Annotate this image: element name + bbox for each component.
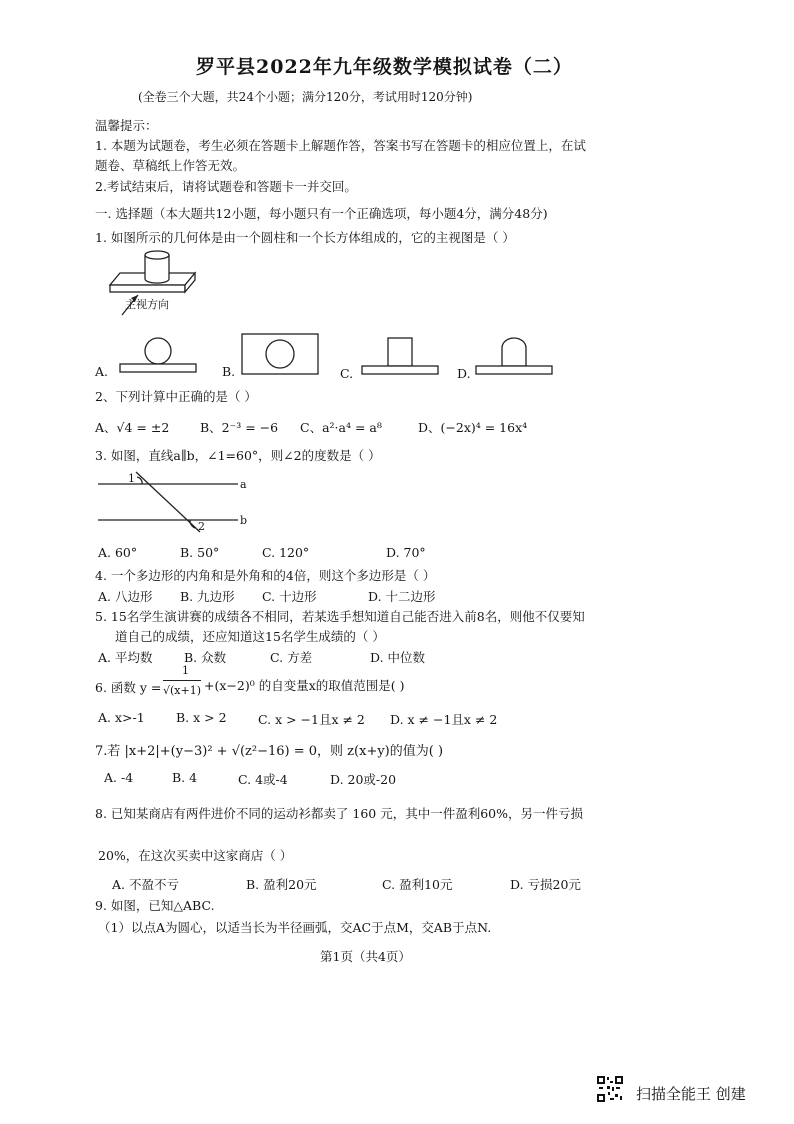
q8-option-c: C. 盈利10元 — [382, 877, 453, 892]
q5-stem-line-1: 5. 15名学生演讲赛的成绩各不相同，若某选手想知道自己能否进入前8名，则他不仅要知 — [95, 609, 585, 624]
q1-option-a-label: A. — [95, 364, 109, 379]
q4-option-a: A. 八边形 — [98, 589, 153, 604]
q2-stem: 2、下列计算中正确的是（ ） — [95, 389, 257, 404]
q3-option-c: C. 120° — [262, 545, 310, 560]
q3-figure — [98, 472, 258, 534]
q3-option-a: A. 60° — [98, 545, 138, 560]
q7-option-b: B. 4 — [172, 770, 198, 785]
exam-title: 罗平县2022年九年级数学模拟试卷（二） — [196, 56, 573, 78]
q6-stem-prefix: 6. 函数 y = — [95, 680, 162, 695]
q2-option-c: C、a²·a⁴ = a⁸ — [300, 420, 382, 435]
q1-option-b-figure — [240, 332, 322, 377]
q1-option-c-figure — [360, 334, 440, 376]
q5-option-d: D. 中位数 — [370, 650, 426, 665]
page-number: 第1页（共4页） — [320, 949, 411, 964]
q5-option-c: C. 方差 — [270, 650, 313, 665]
q4-stem: 4. 一个多边形的内角和是外角和的4倍，则这个多边形是（ ） — [95, 568, 436, 583]
q3-label-a: a — [240, 478, 247, 491]
q1-option-a-figure — [118, 335, 198, 375]
q8-option-a: A. 不盈不亏 — [112, 877, 179, 892]
section-1-heading: 一. 选择题（本大题共12小题，每小题只有一个正确选项，每小题4分，满分48分) — [95, 206, 548, 221]
q9-stem: 9. 如图，已知△ABC. — [95, 898, 215, 913]
q4-option-b: B. 九边形 — [180, 589, 235, 604]
q2-option-a: A、√4 = ±2 — [95, 420, 170, 435]
tip-2: 2.考试结束后，请将试题卷和答题卡一并交回。 — [95, 179, 357, 194]
q1-direction-label: 主视方向 — [125, 298, 169, 311]
q2-option-d: D、(−2x)⁴ = 16x⁴ — [418, 420, 528, 435]
q3-label-angle1: 1 — [128, 472, 135, 485]
exam-subtitle: (全卷三个大题，共24个小题；满分120分，考试用时120分钟) — [138, 90, 473, 104]
q1-option-d-figure — [474, 334, 554, 376]
q1-option-b-label: B. — [222, 364, 236, 379]
q5-stem-line-2: 道自己的成绩，还应知道这15名学生成绩的（ ） — [115, 629, 385, 644]
q6-option-d: D. x ≠ −1且x ≠ 2 — [390, 712, 498, 727]
q6-fraction-bar — [163, 680, 201, 681]
tips-heading: 温馨提示： — [95, 118, 158, 133]
q1-cylinder-top — [145, 251, 169, 259]
q3-option-b: B. 50° — [180, 545, 220, 560]
q6-option-a: A. x>-1 — [98, 710, 145, 725]
q9-step-1: （1）以点A为圆心，以适当长为半径画弧，交AC于点M，交AB于点N. — [98, 920, 492, 935]
q1-option-d-label: D. — [457, 366, 471, 381]
q6-numerator: 1 — [182, 664, 189, 677]
q3-label-b: b — [240, 514, 248, 527]
scanner-brand: 扫描全能王 创建 — [636, 1085, 746, 1103]
q6-denominator: √(x+1) — [163, 684, 202, 697]
q2-option-b: B、2⁻³ = −6 — [200, 420, 279, 435]
q8-stem-line-1: 8. 已知某商店有两件进价不同的运动衫都卖了 160 元，其中一件盈利60%，另一件亏损 — [95, 806, 583, 821]
q1-option-c-label: C. — [340, 366, 354, 381]
q6-option-c: C. x > −1且x ≠ 2 — [258, 712, 365, 727]
q8-option-b: B. 盈利20元 — [246, 877, 317, 892]
q3-option-d: D. 70° — [386, 545, 426, 560]
q8-option-d: D. 亏损20元 — [510, 877, 581, 892]
q5-option-a: A. 平均数 — [98, 650, 153, 665]
q1-stem: 1. 如图所示的几何体是由一个圆柱和一个长方体组成的，它的主视图是（ ） — [95, 230, 515, 245]
q6-stem-suffix: +(x−2)⁰ 的自变量x的取值范围是( ) — [204, 678, 405, 693]
q4-option-c: C. 十边形 — [262, 589, 317, 604]
q7-stem: 7.若 |x+2|+(y−3)² + √(z²−16) = 0，则 z(x+y)的值为( ) — [95, 744, 444, 759]
q7-option-a: A. -4 — [104, 770, 134, 785]
q3-label-angle2: 2 — [198, 520, 205, 533]
qr-code-icon — [596, 1075, 624, 1103]
q7-option-d: D. 20或-20 — [330, 772, 397, 787]
q7-option-c: C. 4或-4 — [238, 772, 288, 787]
q1-box-front — [110, 285, 185, 292]
q3-stem: 3. 如图，直线a∥b，∠1=60°，则∠2的度数是（ ） — [95, 448, 381, 463]
q8-stem-line-2: 20%，在这次买卖中这家商店（ ） — [98, 848, 293, 863]
q5-option-b: B. 众数 — [184, 650, 227, 665]
tip-1-line-1: 1. 本题为试题卷，考生必须在答题卡上解题作答，答案书写在答题卡的相应位置上，在试 — [95, 138, 586, 153]
tip-1-line-2: 题卷、草稿纸上作答无效。 — [95, 158, 246, 173]
q6-option-b: B. x > 2 — [176, 710, 227, 725]
q4-option-d: D. 十二边形 — [368, 589, 436, 604]
